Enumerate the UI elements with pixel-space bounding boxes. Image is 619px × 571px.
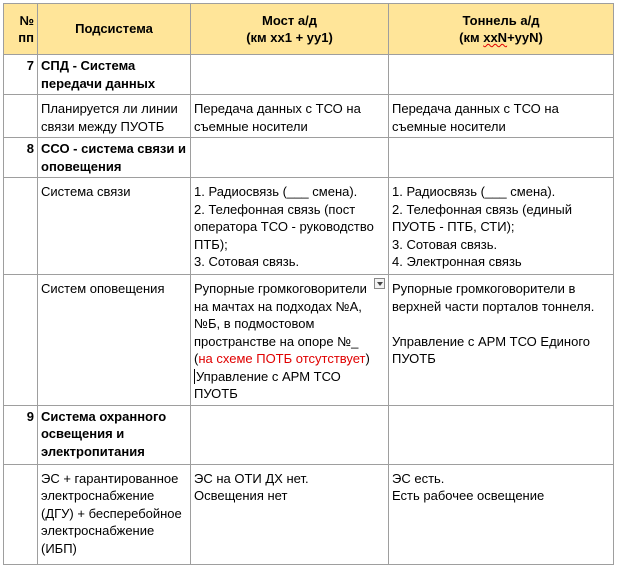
- tunnel-km: (км xxN+yyN): [459, 30, 543, 45]
- bridge-km: (км хх1 + уу1): [246, 30, 333, 45]
- col-header-subsystem[interactable]: Подсистема: [38, 4, 191, 55]
- table-row: [4, 405, 614, 464]
- missing-note: на схеме ПОТБ отсутствует: [198, 351, 366, 366]
- bridge-cell[interactable]: [191, 405, 389, 464]
- table-row: [4, 95, 614, 138]
- subsystem-cell[interactable]: Система связи: [38, 178, 191, 275]
- col-header-bridge[interactable]: [191, 4, 389, 55]
- table-row: [4, 138, 614, 178]
- bridge-cell[interactable]: ЭС на ОТИ ДХ нет. Освещения нет: [191, 464, 389, 564]
- subsystems-table: [3, 3, 614, 565]
- row-num-cell[interactable]: [4, 95, 38, 138]
- tunnel-cell[interactable]: ЭС есть. Есть рабочее освещение: [389, 464, 614, 564]
- dropdown-arrow-icon[interactable]: [374, 278, 385, 289]
- tunnel-cell[interactable]: [389, 138, 614, 178]
- tunnel-cell[interactable]: Рупорные громкоговорители в верхней части порталов тоннеля. Управление с АРМ ТСО Единого ПУОТБ: [389, 275, 614, 406]
- header-row: [4, 4, 614, 55]
- section-title-cell[interactable]: СПД - Система передачи данных: [38, 55, 191, 95]
- bridge-cell[interactable]: 1. Радиосвязь (___ смена). 2. Телефонная связь (пост оператора ТСО - руководство ПТБ); 3. Сотовая связь.: [191, 178, 389, 275]
- table-row: [4, 464, 614, 564]
- subsystem-cell[interactable]: Систем оповещения: [38, 275, 191, 406]
- table-row: [4, 55, 614, 95]
- row-num-cell[interactable]: [4, 464, 38, 564]
- bridge-title: Мост а/д: [262, 12, 317, 28]
- table-row: [4, 275, 614, 406]
- row-num-cell[interactable]: [4, 178, 38, 275]
- row-num-cell[interactable]: 7: [4, 55, 38, 95]
- section-title-cell[interactable]: ССО - система связи и оповещения: [38, 138, 191, 178]
- bridge-cell[interactable]: [191, 138, 389, 178]
- tunnel-title: Тоннель а/д: [462, 12, 540, 28]
- bridge-cell[interactable]: [191, 55, 389, 95]
- table-row: [4, 178, 614, 275]
- tunnel-cell[interactable]: [389, 405, 614, 464]
- row-num-cell[interactable]: 8: [4, 138, 38, 178]
- col-header-tunnel[interactable]: [389, 4, 614, 55]
- spellcheck-mark: xxN: [483, 30, 508, 45]
- subsystem-cell[interactable]: Планируется ли линии связи между ПУОТБ: [38, 95, 191, 138]
- row-num-cell[interactable]: 9: [4, 405, 38, 464]
- tunnel-cell[interactable]: [389, 55, 614, 95]
- row-num-cell[interactable]: [4, 275, 38, 406]
- bridge-cell[interactable]: Передача данных с ТСО на съемные носители: [191, 95, 389, 138]
- tunnel-cell[interactable]: Передача данных с ТСО на съемные носители: [389, 95, 614, 138]
- section-title-cell[interactable]: Система охранного освещения и электропитания: [38, 405, 191, 464]
- subsystem-cell[interactable]: ЭС + гарантированное электроснабжение (ДГУ) + бесперебойное электроснабжение (ИБП): [38, 464, 191, 564]
- bridge-cell[interactable]: Рупорные громкоговорители на мачтах на подходах №А, №Б, в подмостовом пространстве на опоре №_ (на схеме ПОТБ отсутствует) Управление с АРМ ТСО ПУОТБ: [191, 275, 389, 406]
- tunnel-cell[interactable]: 1. Радиосвязь (___ смена). 2. Телефонная связь (единый ПУОТБ - ПТБ, СТИ); 3. Сотовая связь. 4. Электронная связь: [389, 178, 614, 275]
- col-header-num[interactable]: № пп: [4, 4, 38, 55]
- text-cursor: [194, 369, 195, 384]
